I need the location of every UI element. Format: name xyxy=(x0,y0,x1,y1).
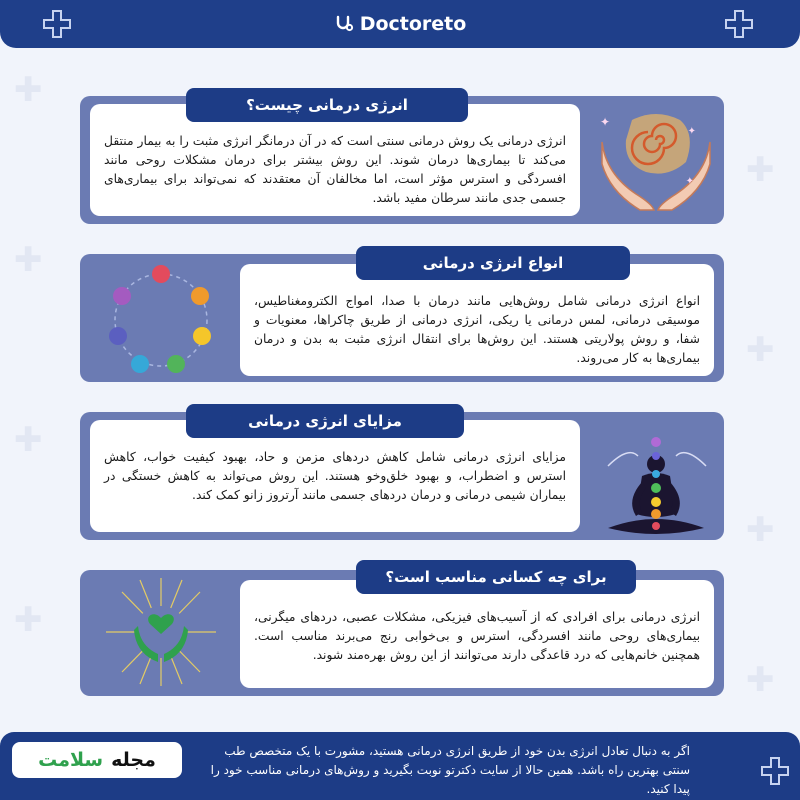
brand[interactable] xyxy=(334,13,467,35)
medical-cross-icon xyxy=(722,7,756,41)
health-magazine-badge[interactable] xyxy=(12,742,182,778)
magazine-word: مجله xyxy=(111,749,156,771)
section-title-types: انواع انرژی درمانی xyxy=(356,246,630,280)
header-bar xyxy=(0,0,800,48)
section-body-benefits: مزایای انرژی درمانی شامل کاهش دردهای مزمن و حاد، بهبود کیفیت خواب، کاهش استرس و اضطراب، و بهبود خلق‌وخو هستند. این روش می‌تواند به کاهش خستگی در بیماران شیمی درمانی و درمان دردهای جسمی مانند آرتروز زانو کمک کند. xyxy=(90,420,580,532)
svg-text:✦: ✦ xyxy=(599,115,610,129)
section-title-benefits: مزایای انرژی درمانی xyxy=(186,404,464,438)
section-body-suitable-for: انرژی درمانی برای افرادی که از آسیب‌های فیزیکی، مشکلات عصبی، دردهای میگرنی، بیماری‌های روحی مانند افسردگی، استرس و بی‌خوابی رنج می‌برند مناسب است. همچنین خانم‌هایی که درد قاعدگی دارند می‌توانند از این روش بهره‌مند شوند. xyxy=(240,580,714,688)
doctoreto-logo-icon xyxy=(334,14,354,34)
svg-text:✦: ✦ xyxy=(685,176,694,187)
glowing-hands-heart-icon xyxy=(100,574,222,690)
footer-cta-text: اگر به دنبال تعادل انرژی بدن خود از طریق انرژی درمانی هستید، مشورت با یک متخصص طب سنتی بهترین راه باشد. همین حالا از سایت دکترتو نوبت بگیرید و روش‌های درمانی مناسب خود را پیدا کنید. xyxy=(210,744,690,796)
section-title-suitable-for: برای چه کسانی مناسب است؟ xyxy=(356,560,636,594)
medical-cross-icon xyxy=(40,7,74,41)
section-title-what-is: انرژی درمانی چیست؟ xyxy=(186,88,468,122)
hands-energy-icon xyxy=(596,104,716,216)
meditation-chakra-icon xyxy=(598,426,716,540)
health-word: سلامت xyxy=(38,749,104,771)
section-body-types: انواع انرژی درمانی شامل روش‌هایی مانند درمان با صدا، امواج الکترومغناطیس، موسیقی درمانی، لمس درمانی یا ریکی، انرژی درمانی از طریق چاکراها، معنویات و شفا، و روش پولاریتی هستند. این روش‌ها برای انتقال انرژی مثبت به بدن و درمان بیماری‌ها به کار می‌روند. xyxy=(240,264,714,376)
svg-text:✦: ✦ xyxy=(687,126,696,137)
medical-cross-icon xyxy=(758,754,792,788)
section-body-what-is: انرژی درمانی یک روش درمانی سنتی است که در آن درمانگر انرژی مثبت را به بیمار منتقل می‌کند تا بیماری‌ها درمان شوند. این روش بیشتر برای درمان مشکلات روحی مانند افسردگی و استرس مؤثر است، اما مخالفان آن معتقدند که نمی‌تواند برای بیماری‌های جسمی جدی مانند سرطان مفید باشد. xyxy=(90,104,580,216)
chakra-circle-icon xyxy=(96,262,226,378)
brand-name: Doctoreto xyxy=(359,13,467,35)
